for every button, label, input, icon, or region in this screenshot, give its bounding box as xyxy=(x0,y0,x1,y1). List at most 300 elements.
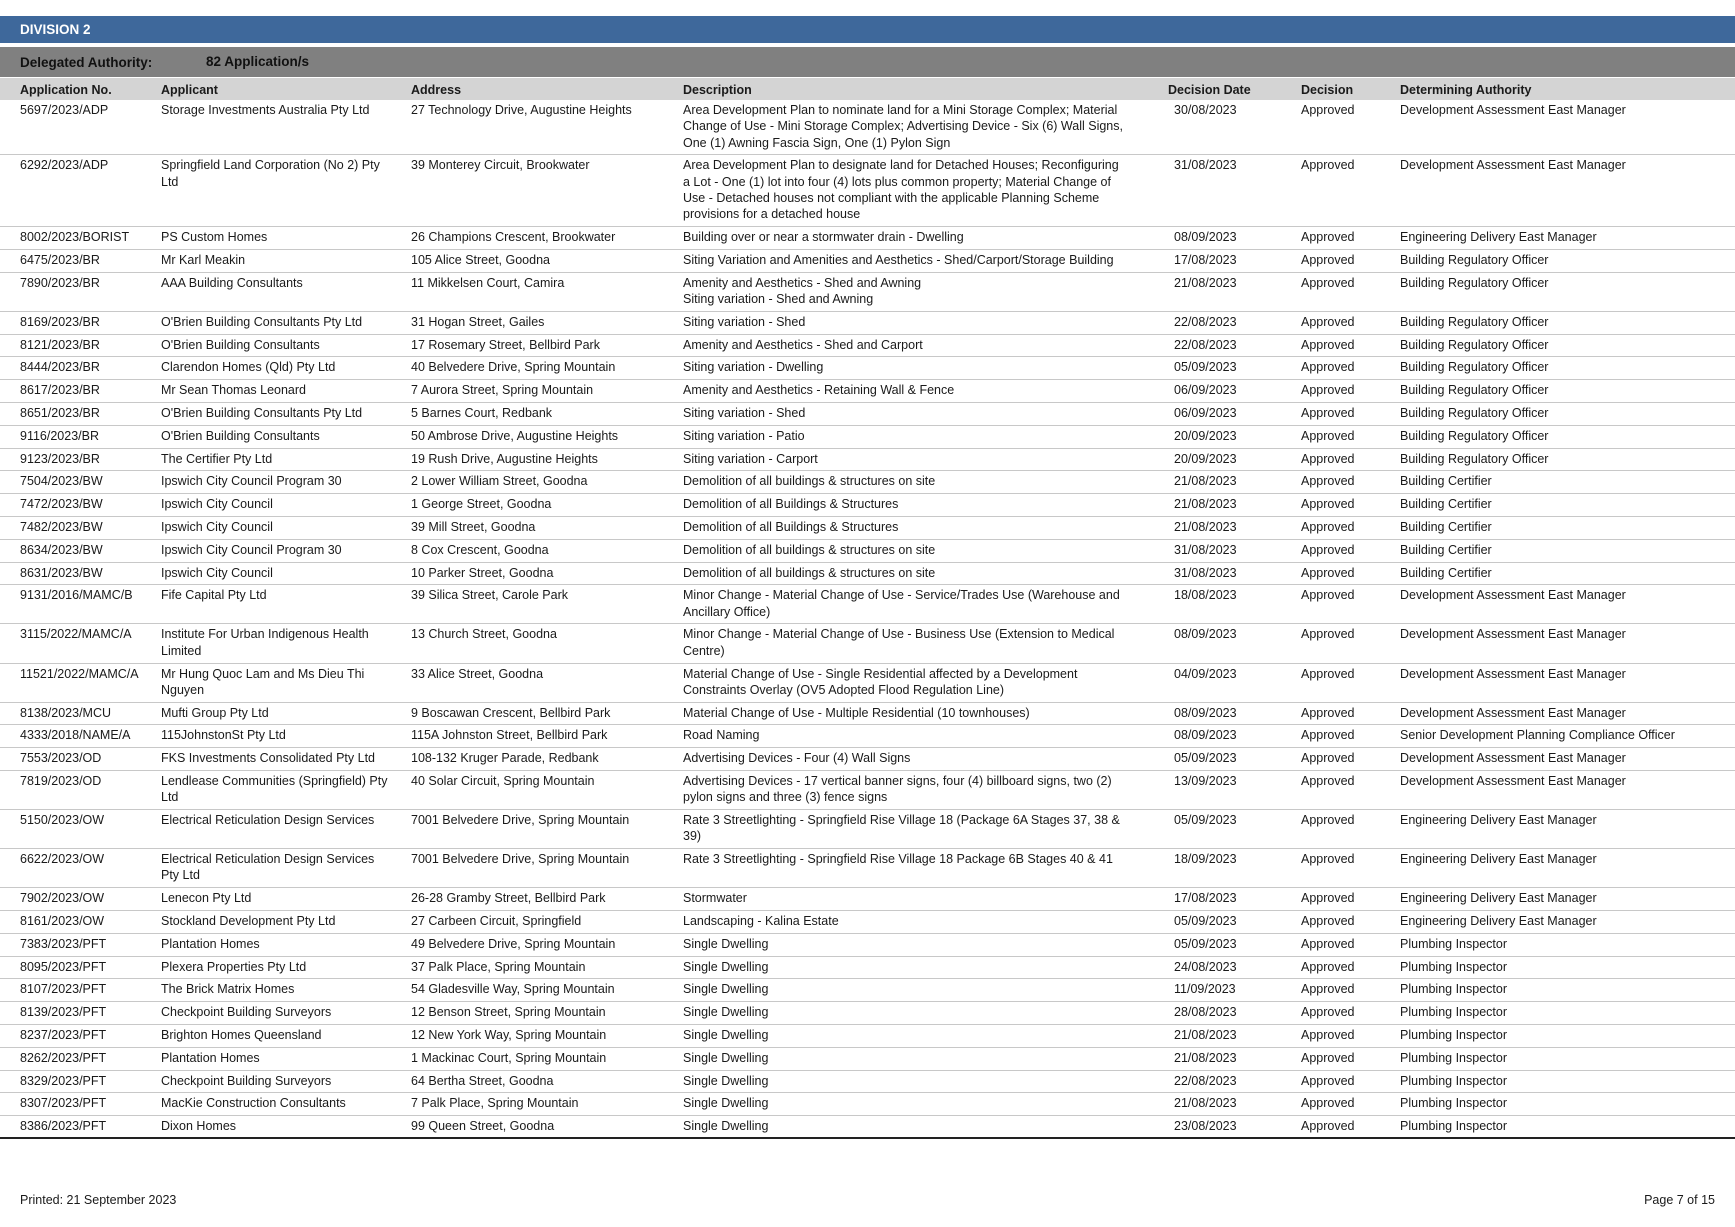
cell-description: Single Dwelling xyxy=(683,1096,769,1111)
table-row xyxy=(0,624,1735,663)
cell-address: 10 Parker Street, Goodna xyxy=(411,565,554,580)
cell-decision: Approved xyxy=(1301,813,1355,828)
cell-description: Siting variation - Dwelling xyxy=(683,360,824,375)
cell-decision-date: 21/08/2023 xyxy=(1174,474,1237,489)
cell-address: 115A Johnston Street, Bellbird Park xyxy=(411,728,608,743)
cell-description: Material Change of Use - Single Residential affected by a Development Constraints Overlay (OV5 Adopted Flood Regulation Line) xyxy=(683,666,1078,697)
cell-application-no: 8307/2023/PFT xyxy=(20,1096,107,1111)
cell-address: 11 Mikkelsen Court, Camira xyxy=(411,275,565,290)
cell-address: 108-132 Kruger Parade, Redbank xyxy=(411,751,599,766)
table-row xyxy=(0,979,1735,1002)
cell-application-no: 6475/2023/BR xyxy=(20,252,100,267)
cell-decision: Approved xyxy=(1301,914,1355,929)
cell-description: Demolition of all Buildings & Structures xyxy=(683,497,899,512)
cell-description: Material Change of Use - Multiple Residential (10 townhouses) xyxy=(683,705,1030,720)
cell-decision: Approved xyxy=(1301,728,1355,743)
table-row xyxy=(0,471,1735,494)
cell-determining-authority: Building Certifier xyxy=(1400,542,1492,557)
table-row xyxy=(0,449,1735,472)
page-number: Page 7 of 15 xyxy=(1644,1193,1715,1207)
cell-applicant: Checkpoint Building Surveyors xyxy=(161,1073,332,1088)
cell-application-no: 8121/2023/BR xyxy=(20,337,100,352)
cell-decision: Approved xyxy=(1301,519,1355,534)
printed-date: Printed: 21 September 2023 xyxy=(20,1193,177,1207)
cell-address: 9 Boscawan Crescent, Bellbird Park xyxy=(411,705,611,720)
cell-application-no: 7383/2023/PFT xyxy=(20,936,107,951)
cell-application-no: 8634/2023/BW xyxy=(20,542,103,557)
cell-determining-authority: Building Regulatory Officer xyxy=(1400,451,1549,466)
cell-determining-authority: Plumbing Inspector xyxy=(1400,959,1508,974)
cell-determining-authority: Building Regulatory Officer xyxy=(1400,275,1549,290)
table-row xyxy=(0,380,1735,403)
cell-description: Demolition of all buildings & structures on site xyxy=(683,542,936,557)
cell-description: Building over or near a stormwater drain - Dwelling xyxy=(683,230,964,245)
cell-description: Siting variation - Carport xyxy=(683,451,818,466)
cell-description: Siting variation - Patio xyxy=(683,428,805,443)
table-row xyxy=(0,357,1735,380)
cell-address: 7001 Belvedere Drive, Spring Mountain xyxy=(411,852,630,867)
cell-address: 12 New York Way, Spring Mountain xyxy=(411,1028,607,1043)
cell-applicant: Plexera Properties Pty Ltd xyxy=(161,959,307,974)
cell-applicant: The Certifier Pty Ltd xyxy=(161,451,273,466)
cell-decision-date: 24/08/2023 xyxy=(1174,959,1237,974)
cell-application-no: 8651/2023/BR xyxy=(20,405,100,420)
table-row xyxy=(0,957,1735,980)
cell-address: 26-28 Gramby Street, Bellbird Park xyxy=(411,891,606,906)
cell-application-no: 7890/2023/BR xyxy=(20,275,100,290)
cell-application-no: 7902/2023/OW xyxy=(20,891,105,906)
cell-applicant: Lendlease Communities (Springfield) Pty Ltd xyxy=(161,774,388,805)
header-decision: Decision xyxy=(1301,83,1354,97)
table-row xyxy=(0,771,1735,810)
header-determining-authority: Determining Authority xyxy=(1400,83,1532,97)
cell-determining-authority: Building Regulatory Officer xyxy=(1400,383,1549,398)
cell-applicant: Storage Investments Australia Pty Ltd xyxy=(161,103,370,117)
cell-description: Single Dwelling xyxy=(683,1005,769,1020)
cell-decision: Approved xyxy=(1301,627,1355,642)
cell-applicant: Institute For Urban Indigenous Health Limited xyxy=(161,627,369,658)
cell-applicant: Fife Capital Pty Ltd xyxy=(161,588,267,603)
cell-applicant: Checkpoint Building Surveyors xyxy=(161,1005,332,1020)
table-row xyxy=(0,312,1735,335)
cell-application-no: 4333/2018/NAME/A xyxy=(20,728,131,743)
cell-determining-authority: Plumbing Inspector xyxy=(1400,1073,1508,1088)
cell-address: 39 Mill Street, Goodna xyxy=(411,519,536,534)
cell-determining-authority: Plumbing Inspector xyxy=(1400,982,1508,997)
cell-description: Single Dwelling xyxy=(683,1119,769,1134)
cell-decision-date: 17/08/2023 xyxy=(1174,891,1237,906)
cell-description: Advertising Devices - 17 vertical banner signs, four (4) billboard signs, two (2) pylon signs and three (3) fence signs xyxy=(683,774,1112,805)
table-row xyxy=(0,250,1735,273)
cell-description: Amenity and Aesthetics - Retaining Wall & Fence xyxy=(683,383,955,398)
cell-applicant: O'Brien Building Consultants Pty Ltd xyxy=(161,314,363,329)
table-row xyxy=(0,335,1735,358)
header-decision-date: Decision Date xyxy=(1168,83,1251,97)
cell-determining-authority: Plumbing Inspector xyxy=(1400,1096,1508,1111)
cell-address: 8 Cox Crescent, Goodna xyxy=(411,542,549,557)
cell-decision: Approved xyxy=(1301,666,1355,681)
cell-description: Minor Change - Material Change of Use - Service/Trades Use (Warehouse and Ancillary Office) xyxy=(683,588,1120,619)
table-row xyxy=(0,227,1735,250)
cell-applicant: MacKie Construction Consultants xyxy=(161,1096,346,1111)
cell-decision-date: 22/08/2023 xyxy=(1174,1073,1237,1088)
cell-applicant: O'Brien Building Consultants Pty Ltd xyxy=(161,405,363,420)
cell-determining-authority: Development Assessment East Manager xyxy=(1400,666,1626,681)
cell-decision-date: 06/09/2023 xyxy=(1174,383,1237,398)
cell-determining-authority: Development Assessment East Manager xyxy=(1400,627,1626,642)
cell-decision: Approved xyxy=(1301,405,1355,420)
cell-determining-authority: Plumbing Inspector xyxy=(1400,936,1508,951)
cell-determining-authority: Engineering Delivery East Manager xyxy=(1400,813,1597,828)
cell-decision: Approved xyxy=(1301,230,1355,245)
cell-applicant: Mufti Group Pty Ltd xyxy=(161,705,269,720)
cell-decision-date: 28/08/2023 xyxy=(1174,1005,1237,1020)
table-row xyxy=(0,703,1735,726)
cell-decision-date: 22/08/2023 xyxy=(1174,337,1237,352)
cell-decision: Approved xyxy=(1301,565,1355,580)
cell-applicant: Plantation Homes xyxy=(161,1050,260,1065)
cell-decision: Approved xyxy=(1301,360,1355,375)
cell-determining-authority: Engineering Delivery East Manager xyxy=(1400,891,1597,906)
table-row xyxy=(0,748,1735,771)
cell-decision-date: 05/09/2023 xyxy=(1174,914,1237,929)
cell-description: Rate 3 Streetlighting - Springfield Rise Village 18 (Package 6A Stages 37, 38 & 39) xyxy=(683,813,1120,844)
cell-decision: Approved xyxy=(1301,751,1355,766)
cell-address: 54 Gladesville Way, Spring Mountain xyxy=(411,982,615,997)
cell-description: Single Dwelling xyxy=(683,1050,769,1065)
cell-application-no: 8262/2023/PFT xyxy=(20,1050,107,1065)
table-row xyxy=(0,1002,1735,1025)
table-row xyxy=(0,155,1735,227)
cell-decision: Approved xyxy=(1301,959,1355,974)
cell-applicant: Ipswich City Council xyxy=(161,497,273,512)
table-row xyxy=(0,1093,1735,1116)
cell-decision-date: 05/09/2023 xyxy=(1174,360,1237,375)
cell-address: 37 Palk Place, Spring Mountain xyxy=(411,959,586,974)
table-row xyxy=(0,911,1735,934)
table-row xyxy=(0,426,1735,449)
cell-decision-date: 18/09/2023 xyxy=(1174,852,1237,867)
cell-address: 1 George Street, Goodna xyxy=(411,497,552,512)
cell-determining-authority: Building Certifier xyxy=(1400,519,1492,534)
cell-description: Demolition of all Buildings & Structures xyxy=(683,519,899,534)
cell-decision: Approved xyxy=(1301,252,1355,267)
cell-decision: Approved xyxy=(1301,428,1355,443)
header-description: Description xyxy=(683,83,752,97)
table-header xyxy=(0,78,1735,100)
cell-application-no: 8139/2023/PFT xyxy=(20,1005,107,1020)
cell-decision-date: 30/08/2023 xyxy=(1174,103,1237,117)
cell-application-no: 7553/2023/OD xyxy=(20,751,102,766)
cell-applicant: Mr Sean Thomas Leonard xyxy=(161,383,306,398)
cell-application-no: 9116/2023/BR xyxy=(20,428,99,443)
cell-application-no: 8237/2023/PFT xyxy=(20,1028,107,1043)
division-title: DIVISION 2 xyxy=(0,16,1735,43)
cell-applicant: PS Custom Homes xyxy=(161,230,268,245)
cell-decision-date: 04/09/2023 xyxy=(1174,666,1237,681)
cell-decision: Approved xyxy=(1301,1005,1355,1020)
cell-applicant: FKS Investments Consolidated Pty Ltd xyxy=(161,751,375,766)
cell-decision-date: 08/09/2023 xyxy=(1174,627,1237,642)
cell-decision-date: 21/08/2023 xyxy=(1174,275,1237,290)
cell-applicant: Mr Hung Quoc Lam and Ms Dieu Thi Nguyen xyxy=(161,666,365,697)
cell-applicant: Clarendon Homes (Qld) Pty Ltd xyxy=(161,360,336,375)
cell-decision: Approved xyxy=(1301,314,1355,329)
cell-description: Single Dwelling xyxy=(683,982,769,997)
cell-application-no: 7504/2023/BW xyxy=(20,474,103,489)
table-row xyxy=(0,664,1735,703)
cell-description: Amenity and Aesthetics - Shed and Awning Siting variation - Shed and Awning xyxy=(683,275,922,306)
table-row xyxy=(0,725,1735,748)
cell-determining-authority: Engineering Delivery East Manager xyxy=(1400,230,1597,245)
cell-determining-authority: Plumbing Inspector xyxy=(1400,1119,1508,1134)
cell-applicant: Ipswich City Council Program 30 xyxy=(161,542,342,557)
cell-application-no: 8617/2023/BR xyxy=(20,383,100,398)
cell-address: 40 Solar Circuit, Spring Mountain xyxy=(411,774,595,788)
cell-address: 39 Silica Street, Carole Park xyxy=(411,588,569,603)
cell-decision-date: 23/08/2023 xyxy=(1174,1119,1237,1134)
cell-description: Siting variation - Shed xyxy=(683,405,806,420)
cell-description: Demolition of all buildings & structures on site xyxy=(683,565,936,580)
table-row xyxy=(0,540,1735,563)
cell-address: 40 Belvedere Drive, Spring Mountain xyxy=(411,360,616,375)
cell-description: Amenity and Aesthetics - Shed and Carport xyxy=(683,337,923,352)
cell-decision: Approved xyxy=(1301,337,1355,352)
cell-determining-authority: Development Assessment East Manager xyxy=(1400,103,1626,117)
cell-determining-authority: Building Regulatory Officer xyxy=(1400,428,1549,443)
cell-description: Siting Variation and Amenities and Aesthetics - Shed/Carport/Storage Building xyxy=(683,252,1114,267)
cell-address: 27 Technology Drive, Augustine Heights xyxy=(411,103,632,117)
cell-decision-date: 21/08/2023 xyxy=(1174,519,1237,534)
cell-decision: Approved xyxy=(1301,1050,1355,1065)
cell-address: 105 Alice Street, Goodna xyxy=(411,252,550,267)
cell-decision-date: 20/09/2023 xyxy=(1174,428,1237,443)
table-row xyxy=(0,810,1735,849)
cell-decision-date: 06/09/2023 xyxy=(1174,405,1237,420)
cell-address: 12 Benson Street, Spring Mountain xyxy=(411,1005,606,1020)
cell-address: 50 Ambrose Drive, Augustine Heights xyxy=(411,428,619,443)
cell-description: Advertising Devices - Four (4) Wall Signs xyxy=(683,751,911,766)
cell-determining-authority: Plumbing Inspector xyxy=(1400,1028,1508,1043)
cell-description: Demolition of all buildings & structures on site xyxy=(683,474,936,489)
cell-description: Single Dwelling xyxy=(683,959,769,974)
cell-application-no: 7819/2023/OD xyxy=(20,774,102,788)
cell-determining-authority: Engineering Delivery East Manager xyxy=(1400,914,1597,929)
cell-determining-authority: Development Assessment East Manager xyxy=(1400,751,1626,766)
cell-decision: Approved xyxy=(1301,852,1355,867)
cell-address: 17 Rosemary Street, Bellbird Park xyxy=(411,337,600,352)
cell-decision-date: 17/08/2023 xyxy=(1174,252,1237,267)
cell-decision: Approved xyxy=(1301,158,1355,173)
cell-determining-authority: Building Certifier xyxy=(1400,497,1492,512)
cell-application-no: 11521/2022/MAMC/A xyxy=(20,666,139,681)
delegated-authority-bar xyxy=(0,47,1735,77)
cell-address: 1 Mackinac Court, Spring Mountain xyxy=(411,1050,607,1065)
cell-application-no: 7482/2023/BW xyxy=(20,519,103,534)
cell-application-no: 6292/2023/ADP xyxy=(20,158,109,173)
cell-applicant: Electrical Reticulation Design Services xyxy=(161,813,375,828)
cell-description: Road Naming xyxy=(683,728,760,743)
cell-applicant: Ipswich City Council xyxy=(161,565,273,580)
cell-application-no: 8631/2023/BW xyxy=(20,565,103,580)
table-row xyxy=(0,849,1735,888)
cell-address: 64 Bertha Street, Goodna xyxy=(411,1073,554,1088)
cell-description: Single Dwelling xyxy=(683,1028,769,1043)
cell-decision-date: 31/08/2023 xyxy=(1174,542,1237,557)
cell-application-no: 6622/2023/OW xyxy=(20,852,105,867)
cell-applicant: Dixon Homes xyxy=(161,1119,237,1134)
table-row xyxy=(0,934,1735,957)
table-row xyxy=(0,273,1735,312)
cell-address: 5 Barnes Court, Redbank xyxy=(411,405,553,420)
cell-decision: Approved xyxy=(1301,1073,1355,1088)
cell-decision-date: 11/09/2023 xyxy=(1174,982,1236,997)
cell-applicant: Springfield Land Corporation (No 2) Pty Ltd xyxy=(161,158,380,189)
delegated-authority-label: Delegated Authority: xyxy=(20,55,153,70)
header-application-no: Application No. xyxy=(20,83,112,97)
cell-decision-date: 05/09/2023 xyxy=(1174,936,1237,951)
cell-applicant: Ipswich City Council xyxy=(161,519,273,534)
cell-decision-date: 08/09/2023 xyxy=(1174,230,1237,245)
table-row xyxy=(0,100,1735,155)
cell-decision: Approved xyxy=(1301,588,1355,603)
cell-description: Landscaping - Kalina Estate xyxy=(683,914,839,929)
cell-decision: Approved xyxy=(1301,497,1355,512)
cell-decision-date: 21/08/2023 xyxy=(1174,1028,1237,1043)
cell-application-no: 8444/2023/BR xyxy=(20,360,100,375)
cell-description: Single Dwelling xyxy=(683,936,769,951)
cell-application-no: 7472/2023/BW xyxy=(20,497,103,512)
cell-decision: Approved xyxy=(1301,705,1355,720)
cell-address: 13 Church Street, Goodna xyxy=(411,627,557,642)
cell-address: 31 Hogan Street, Gailes xyxy=(411,314,545,329)
applications-table xyxy=(0,100,1735,1139)
table-row xyxy=(0,1048,1735,1071)
cell-description: Area Development Plan to designate land for Detached Houses; Reconfiguring a Lot - One (1) lot into four (4) lots plus common property; Material Change of Use - Detached houses not compliant with the applicable Planning Scheme provisions for a detached house xyxy=(683,158,1119,222)
cell-applicant: Stockland Development Pty Ltd xyxy=(161,914,336,929)
application-count: 82 Application/s xyxy=(206,54,310,69)
cell-determining-authority: Plumbing Inspector xyxy=(1400,1050,1508,1065)
header-applicant: Applicant xyxy=(161,83,218,97)
cell-determining-authority: Building Regulatory Officer xyxy=(1400,252,1549,267)
cell-determining-authority: Building Regulatory Officer xyxy=(1400,405,1549,420)
cell-determining-authority: Building Regulatory Officer xyxy=(1400,337,1549,352)
cell-decision-date: 21/08/2023 xyxy=(1174,497,1237,512)
table-row xyxy=(0,888,1735,911)
cell-decision-date: 20/09/2023 xyxy=(1174,451,1237,466)
cell-determining-authority: Building Regulatory Officer xyxy=(1400,314,1549,329)
cell-determining-authority: Development Assessment East Manager xyxy=(1400,588,1626,603)
cell-applicant: 115JohnstonSt Pty Ltd xyxy=(161,728,286,743)
cell-determining-authority: Development Assessment East Manager xyxy=(1400,705,1626,720)
table-row xyxy=(0,1071,1735,1094)
cell-decision: Approved xyxy=(1301,451,1355,466)
cell-decision-date: 18/08/2023 xyxy=(1174,588,1237,603)
cell-applicant: AAA Building Consultants xyxy=(161,275,303,290)
cell-application-no: 9131/2016/MAMC/B xyxy=(20,588,133,603)
cell-decision-date: 05/09/2023 xyxy=(1174,751,1237,766)
cell-decision: Approved xyxy=(1301,474,1355,489)
cell-determining-authority: Building Certifier xyxy=(1400,565,1492,580)
cell-determining-authority: Plumbing Inspector xyxy=(1400,1005,1508,1020)
cell-decision-date: 22/08/2023 xyxy=(1174,314,1237,329)
cell-applicant: Plantation Homes xyxy=(161,936,260,951)
cell-decision-date: 31/08/2023 xyxy=(1174,158,1237,173)
cell-decision: Approved xyxy=(1301,891,1355,906)
cell-description: Area Development Plan to nominate land for a Mini Storage Complex; Material Change of Use - Mini Storage Complex; Advertising Device - Six (6) Wall Signs, One (1) Awning Fascia Sign, One (1) Pylon Sign xyxy=(683,103,1123,150)
cell-decision-date: 21/08/2023 xyxy=(1174,1050,1237,1065)
cell-address: 2 Lower William Street, Goodna xyxy=(411,474,588,489)
cell-decision: Approved xyxy=(1301,774,1355,788)
cell-description: Single Dwelling xyxy=(683,1073,769,1088)
cell-decision: Approved xyxy=(1301,936,1355,951)
cell-application-no: 5150/2023/OW xyxy=(20,813,105,828)
cell-address: 26 Champions Crescent, Brookwater xyxy=(411,230,616,245)
cell-application-no: 9123/2023/BR xyxy=(20,451,100,466)
cell-applicant: Brighton Homes Queensland xyxy=(161,1028,322,1043)
cell-address: 99 Queen Street, Goodna xyxy=(411,1119,555,1134)
cell-applicant: O'Brien Building Consultants xyxy=(161,337,320,352)
cell-description: Siting variation - Shed xyxy=(683,314,806,329)
cell-applicant: Lenecon Pty Ltd xyxy=(161,891,252,906)
cell-description: Rate 3 Streetlighting - Springfield Rise Village 18 Package 6B Stages 40 & 41 xyxy=(683,852,1113,867)
cell-decision: Approved xyxy=(1301,542,1355,557)
cell-decision-date: 13/09/2023 xyxy=(1174,774,1237,788)
cell-determining-authority: Building Regulatory Officer xyxy=(1400,360,1549,375)
cell-address: 39 Monterey Circuit, Brookwater xyxy=(411,158,590,173)
cell-applicant: The Brick Matrix Homes xyxy=(161,982,295,997)
cell-address: 7 Aurora Street, Spring Mountain xyxy=(411,383,594,398)
cell-application-no: 5697/2023/ADP xyxy=(20,103,109,117)
cell-decision: Approved xyxy=(1301,1096,1355,1111)
cell-applicant: Ipswich City Council Program 30 xyxy=(161,474,342,489)
table-row xyxy=(0,517,1735,540)
cell-decision: Approved xyxy=(1301,103,1355,117)
cell-decision: Approved xyxy=(1301,275,1355,290)
cell-address: 7 Palk Place, Spring Mountain xyxy=(411,1096,579,1111)
table-row xyxy=(0,1116,1735,1139)
cell-application-no: 8138/2023/MCU xyxy=(20,705,112,720)
cell-application-no: 8107/2023/PFT xyxy=(20,982,107,997)
cell-address: 19 Rush Drive, Augustine Heights xyxy=(411,451,598,466)
cell-determining-authority: Engineering Delivery East Manager xyxy=(1400,852,1597,867)
cell-decision: Approved xyxy=(1301,982,1355,997)
cell-address: 27 Carbeen Circuit, Springfield xyxy=(411,914,582,929)
cell-decision-date: 21/08/2023 xyxy=(1174,1096,1237,1111)
cell-decision-date: 31/08/2023 xyxy=(1174,565,1237,580)
cell-applicant: Electrical Reticulation Design Services Pty Ltd xyxy=(161,852,375,883)
cell-address: 33 Alice Street, Goodna xyxy=(411,666,544,681)
cell-determining-authority: Development Assessment East Manager xyxy=(1400,774,1626,788)
cell-determining-authority: Development Assessment East Manager xyxy=(1400,158,1626,173)
table-row xyxy=(0,563,1735,586)
cell-applicant: Mr Karl Meakin xyxy=(161,252,246,267)
cell-description: Stormwater xyxy=(683,891,747,906)
cell-decision-date: 05/09/2023 xyxy=(1174,813,1237,828)
cell-determining-authority: Building Certifier xyxy=(1400,474,1492,489)
cell-decision: Approved xyxy=(1301,1028,1355,1043)
cell-application-no: 8161/2023/OW xyxy=(20,914,105,929)
cell-decision-date: 08/09/2023 xyxy=(1174,705,1237,720)
table-row xyxy=(0,403,1735,426)
cell-applicant: O'Brien Building Consultants xyxy=(161,428,320,443)
table-row xyxy=(0,1025,1735,1048)
cell-decision-date: 08/09/2023 xyxy=(1174,728,1237,743)
cell-description: Minor Change - Material Change of Use - Business Use (Extension to Medical Centre) xyxy=(683,627,1115,658)
table-row xyxy=(0,585,1735,624)
cell-decision: Approved xyxy=(1301,383,1355,398)
cell-application-no: 8386/2023/PFT xyxy=(20,1119,107,1134)
